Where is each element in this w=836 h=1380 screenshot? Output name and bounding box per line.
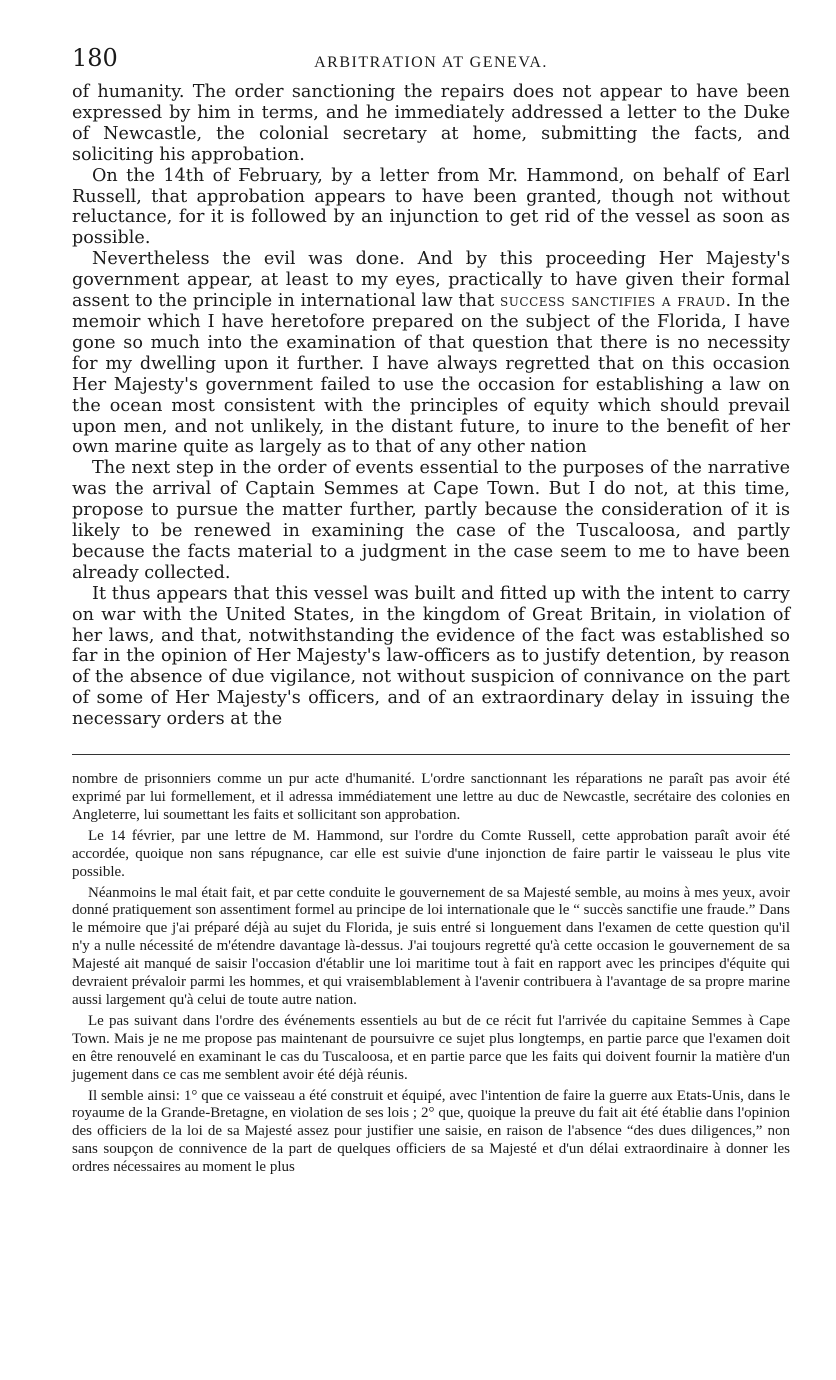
paragraph-3-lead: Nevertheless the evil was done. And by this proceeding Her Majesty's government appear, at least to my eyes, practically to have given their formal assent to the principle in international law that <box>72 249 790 312</box>
running-title: ARBITRATION AT GENEVA. <box>314 54 548 71</box>
english-text <box>72 82 790 730</box>
french-paragraph-2: Le 14 février, par une lettre de M. Hammond, sur l'ordre du Comte Russell, cette approbation paraît avoir été accordée, quoique non sans répugnance, car elle est suivie d'une injonction de faire partir le vaisseau le plus vite possible. <box>72 827 790 880</box>
english-paragraph-4: The next step in the order of events essential to the purposes of the narrative was the arrival of Captain Semmes at Cape Town. But I do not, at this time, propose to pursue the matter further, partly because the consideration of it is likely to be renewed in examining the case of the Tuscaloosa, and partly because the facts material to a judgment in the case seem to me to have been already collected. <box>72 458 790 583</box>
divider-rule <box>72 754 790 755</box>
page-header <box>72 44 790 78</box>
document-page <box>72 44 790 1180</box>
french-paragraph-4: Le pas suivant dans l'ordre des événements essentiels au but de ce récit fut l'arrivée du capitaine Semmes à Cape Town. Mais je ne me propose pas maintenant de poursuivre ce sujet plus longtemps, en partie parce que l'examen doit en être renouvelé en examinant le cas du Tuscaloosa, et en partie parce que les faits qui doivent fournir la matière d'un jugement dans ce cas me semblent avoir été déjà réunis. <box>72 1012 790 1083</box>
english-paragraph-5: It thus appears that this vessel was built and fitted up with the intent to carry on war with the United States, in the kingdom of Great Britain, in violation of her laws, and that, notwithstanding the evidence of the fact was established so far in the opinion of Her Majesty's law-officers as to justify detention, by reason of the absence of due vigilance, not without suspicion of connivance on the part of some of Her Majesty's officers, and of an extraordinary delay in issuing the necessary orders at the <box>72 583 790 730</box>
english-paragraph-1: of humanity. The order sanctioning the repairs does not appear to have been expressed by him in terms, and he immediately addressed a letter to the Duke of Newcastle, the colonial secretary at home, submitting the facts, and soliciting his approbation. <box>72 82 790 165</box>
french-paragraph-1: nombre de prisonniers comme un pur acte d'humanité. L'ordre sanctionnant les réparations ne paraît pas avoir été exprimé par lui formellement, et il adressa immédiatement une lettre au duc de Newcastle, secrétaire des colonies en Angleterre, lui soumettant les faits et sollicitant son approbation. <box>72 771 790 823</box>
english-paragraph-3 <box>72 249 790 458</box>
english-paragraph-2: On the 14th of February, by a letter from Mr. Hammond, on behalf of Earl Russell, that approbation appears to have been granted, though not without reluctance, for it is followed by an injunction to get rid of the vessel as soon as possible. <box>72 165 790 249</box>
french-paragraph-3: Néanmoins le mal était fait, et par cette conduite le gouvernement de sa Majesté semble, au moins à mes yeux, avoir donné pratiquement son assentiment formel au principe de loi internationale que le “ succès sanctifie une fraude.” Dans le mémoire que j'ai préparé déjà au sujet du Florida, je suis entré si longuement dans l'examen de cette question qu'il n'y a nulle nécessité de m'étendre davantage là-dessus. J'ai toujours regretté qu'à cette occasion le gouvernement de sa Majesté ait manqué de saisir l'occasion d'établir une loi maritime tout à fait en rapport avec les principes d'équite qui devraient prévaloir parmi les hommes, et qui vraisemblablement à l'avenir contribuera à l'avantage de sa propre marine aussi largement qu'à celui de toute autre nation. <box>72 884 790 1008</box>
page-number: 180 <box>72 44 118 72</box>
french-translation <box>72 771 790 1177</box>
paragraph-3-rest: In the memoir which I have heretofore prepared on the subject of the Florida, I have gone so much into the examination of that question that there is no necessity for my dwelling upon it further. I have always regretted that on this occasion Her Majesty's government failed to use the occasion for establishing a law on the ocean most consistent with the principles of equity which should prevail upon men, and not unlikely, in the distant future, to inure to the benefit of her own marine quite as largely as to that of any other nation <box>72 291 791 458</box>
success-sanctifies-fraud-phrase: success sanctifies a fraud. <box>500 291 732 312</box>
french-paragraph-5: Il semble ainsi: 1° que ce vaisseau a été construit et équipé, avec l'intention de faire la guerre aux Etats-Unis, dans le royaume de la Grande-Bretagne, en violation de ses lois ; 2° que, quoique la preuve du fait ait été établie dans l'opinion des officiers de la loi de sa Majesté assez pour justifier une saisie, en raison de l'absence “des dues diligences,” non sans soupçon de connivence de la part de quelques officiers de sa Majesté et d'un délai extraordinaire à donner les ordres nécessaires au moment le plus <box>72 1087 790 1176</box>
